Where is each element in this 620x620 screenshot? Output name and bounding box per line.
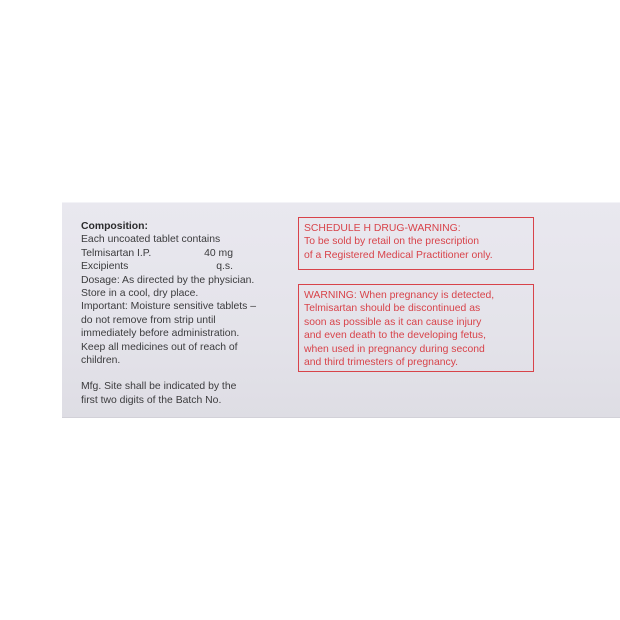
schedule-h-warning-box (298, 217, 534, 270)
important-text: immediately before administration. (81, 328, 240, 340)
important-text: do not remove from strip until (81, 314, 216, 326)
ingredient-amount: 40 mg (204, 247, 233, 259)
composition-heading: Composition: (81, 221, 148, 232)
composition-intro: Each uncoated tablet contains (81, 234, 221, 246)
composition-block (81, 220, 281, 407)
ingredient-amount: q.s. (216, 261, 233, 273)
pregnancy-warning-text: Telmisartan should be discontinued as (304, 303, 481, 315)
pregnancy-warning-text: and third trimesters of pregnancy. (304, 357, 459, 369)
schedule-h-title: SCHEDULE H DRUG-WARNING: (304, 223, 461, 234)
pregnancy-warning-text: and even death to the developing fetus, (304, 330, 486, 342)
pregnancy-warning-box (298, 284, 534, 372)
children-warning-text: children. (81, 355, 121, 367)
schedule-h-text: of a Registered Medical Practitioner only. (304, 249, 493, 261)
dosage-text: Dosage: As directed by the physician. (81, 274, 255, 286)
ingredient-row (81, 260, 233, 273)
pregnancy-warning-text: when used in pregnancy during second (304, 343, 485, 355)
important-text: Important: Moisture sensitive tablets – (81, 301, 256, 313)
spacer (81, 367, 281, 380)
carton-panel (62, 202, 620, 418)
schedule-h-text: To be sold by retail on the prescription (304, 236, 480, 248)
mfg-site-text: first two digits of the Batch No. (81, 394, 222, 406)
children-warning-text: Keep all medicines out of reach of (81, 341, 238, 353)
ingredient-name: Telmisartan I.P. (81, 247, 152, 259)
pregnancy-warning-text: soon as possible as it can cause injury (304, 316, 482, 328)
ingredient-row (81, 247, 233, 260)
storage-text: Store in a cool, dry place. (81, 288, 199, 300)
mfg-site-text: Mfg. Site shall be indicated by the (81, 381, 237, 393)
pregnancy-warning-text: WARNING: When pregnancy is detected, (304, 290, 495, 301)
ingredient-name: Excipients (81, 261, 129, 273)
